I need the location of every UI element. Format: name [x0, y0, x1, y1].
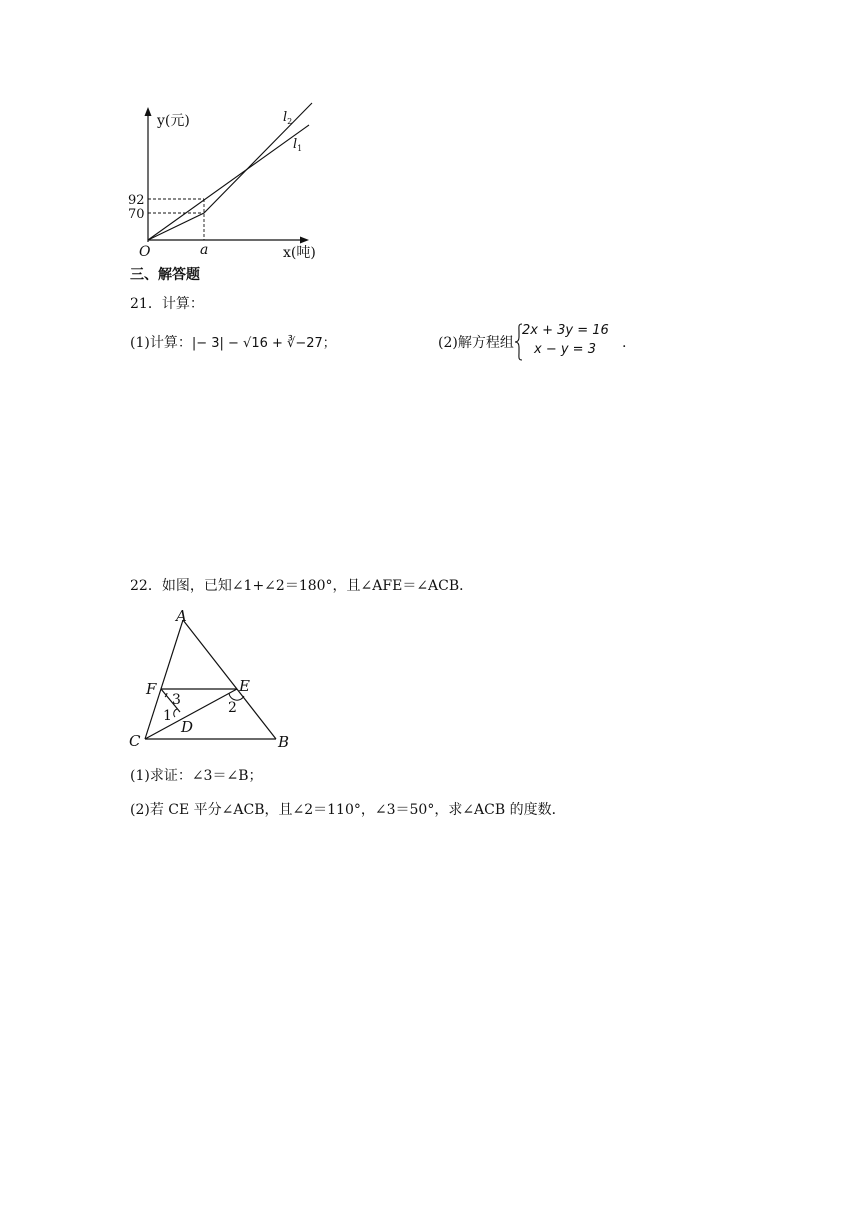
q21-part2-prefix: (2)解方程组	[438, 335, 514, 351]
vertex-b: B	[278, 733, 290, 750]
angle-3: 3	[172, 692, 181, 708]
origin-label: O	[139, 244, 151, 260]
equation-1: 2x + 3y = 16	[522, 323, 609, 338]
q22-stem: 22．如图，已知∠1+∠2＝180°，且∠AFE＝∠ACB．	[130, 578, 474, 594]
tick-92: 92	[128, 193, 145, 208]
system-equations	[522, 322, 617, 362]
vertex-a: A	[176, 607, 187, 625]
q21-part1-prefix: (1)计算：	[130, 335, 192, 351]
y-axis-arrow	[145, 107, 152, 116]
q21-number: 21．计算：	[130, 296, 204, 312]
q21-end-mark: .	[622, 335, 627, 351]
angle-2: 2	[228, 700, 237, 716]
q21-part1	[130, 334, 336, 353]
q21-part2	[438, 334, 514, 352]
x-tick-a: a	[200, 242, 209, 258]
l1-label: $l_1$	[293, 137, 303, 153]
vertex-f: F	[146, 680, 157, 698]
vertex-c: C	[129, 732, 141, 750]
triangle-figure	[125, 605, 300, 750]
q22-part2: (2)若 CE 平分∠ACB，且∠2＝110°，∠3＝50°，求∠ACB 的度数．	[130, 802, 566, 818]
vertex-e: E	[239, 677, 250, 695]
equation-2: x − y = 3	[534, 342, 596, 357]
l2-label: $l_2$	[283, 110, 293, 126]
point-d: D	[181, 718, 194, 736]
q22-part1: (1)求证：∠3＝∠B；	[130, 768, 263, 784]
q21-part1-expr: |− 3| − √16 + ∛−27；	[191, 336, 336, 351]
tick-70: 70	[128, 207, 145, 222]
y-axis-label: y(元)	[157, 113, 190, 129]
x-axis-label: x(吨)	[283, 245, 316, 261]
price-graph	[125, 95, 335, 265]
line-l1	[148, 125, 309, 240]
x-axis-arrow	[300, 237, 309, 244]
section-title: 三、解答题	[130, 267, 200, 283]
angle-1: 1	[163, 708, 172, 724]
